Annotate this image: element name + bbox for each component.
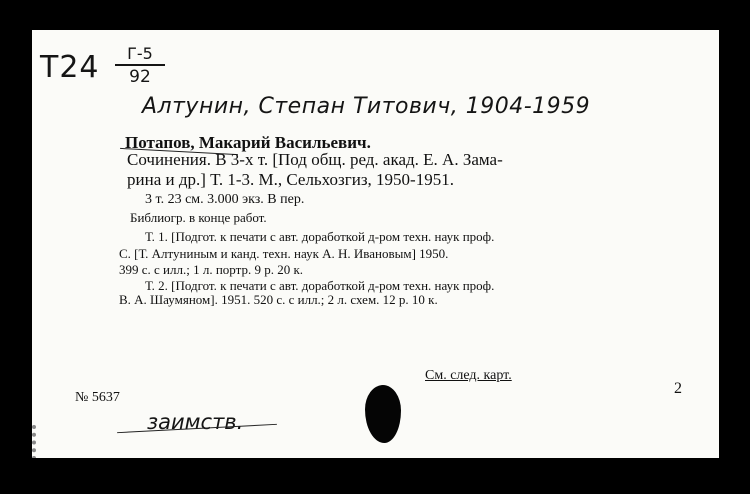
card-number: № 5637 xyxy=(75,390,120,405)
catalog-card xyxy=(32,30,719,458)
card-page-number: 2 xyxy=(674,380,682,397)
edge-marks xyxy=(32,425,42,458)
see-next-card-note: См. след. карт. xyxy=(425,368,512,383)
handwritten-author-name: Алтунин, Степан Титович, 1904-1959 xyxy=(142,94,591,119)
description-line-7: 399 с. с илл.; 1 л. портр. 9 р. 20 к. xyxy=(119,262,304,277)
description-line-9: В. А. Шаумяном]. 1951. 520 с. с илл.; 2 л. схем. 12 р. 10 к. xyxy=(119,292,438,307)
description-line-1: Сочинения. В 3-х т. [Под общ. ред. акад. Е. А. Зама- xyxy=(127,150,503,169)
shelf-mark: T24 xyxy=(40,50,100,85)
description-line-2: рина и др.] Т. 1-3. М., Сельхозгиз, 1950-1951. xyxy=(127,170,454,189)
ink-blot xyxy=(365,385,401,443)
handwritten-note: заимств. xyxy=(147,410,244,434)
author-heading: Потапов, Макарий Васильевич. xyxy=(125,133,371,152)
shelf-fraction-denominator: 92 xyxy=(129,67,151,87)
description-line-6: С. [Т. Алтуниным и канд. техн. наук А. Н. Ивановым] 1950. xyxy=(119,246,449,261)
description-line-3: 3 т. 23 см. 3.000 экз. В пер. xyxy=(145,192,305,207)
description-line-8: Т. 2. [Подгот. к печати с авт. доработкой д-ром техн. наук проф. xyxy=(145,278,495,293)
description-line-4: Библиогр. в конце работ. xyxy=(130,210,267,225)
description-line-5: Т. 1. [Подгот. к печати с авт. доработкой д-ром техн. наук проф. xyxy=(145,229,495,244)
shelf-fraction xyxy=(115,44,165,87)
shelf-fraction-numerator: Г-5 xyxy=(115,44,165,66)
